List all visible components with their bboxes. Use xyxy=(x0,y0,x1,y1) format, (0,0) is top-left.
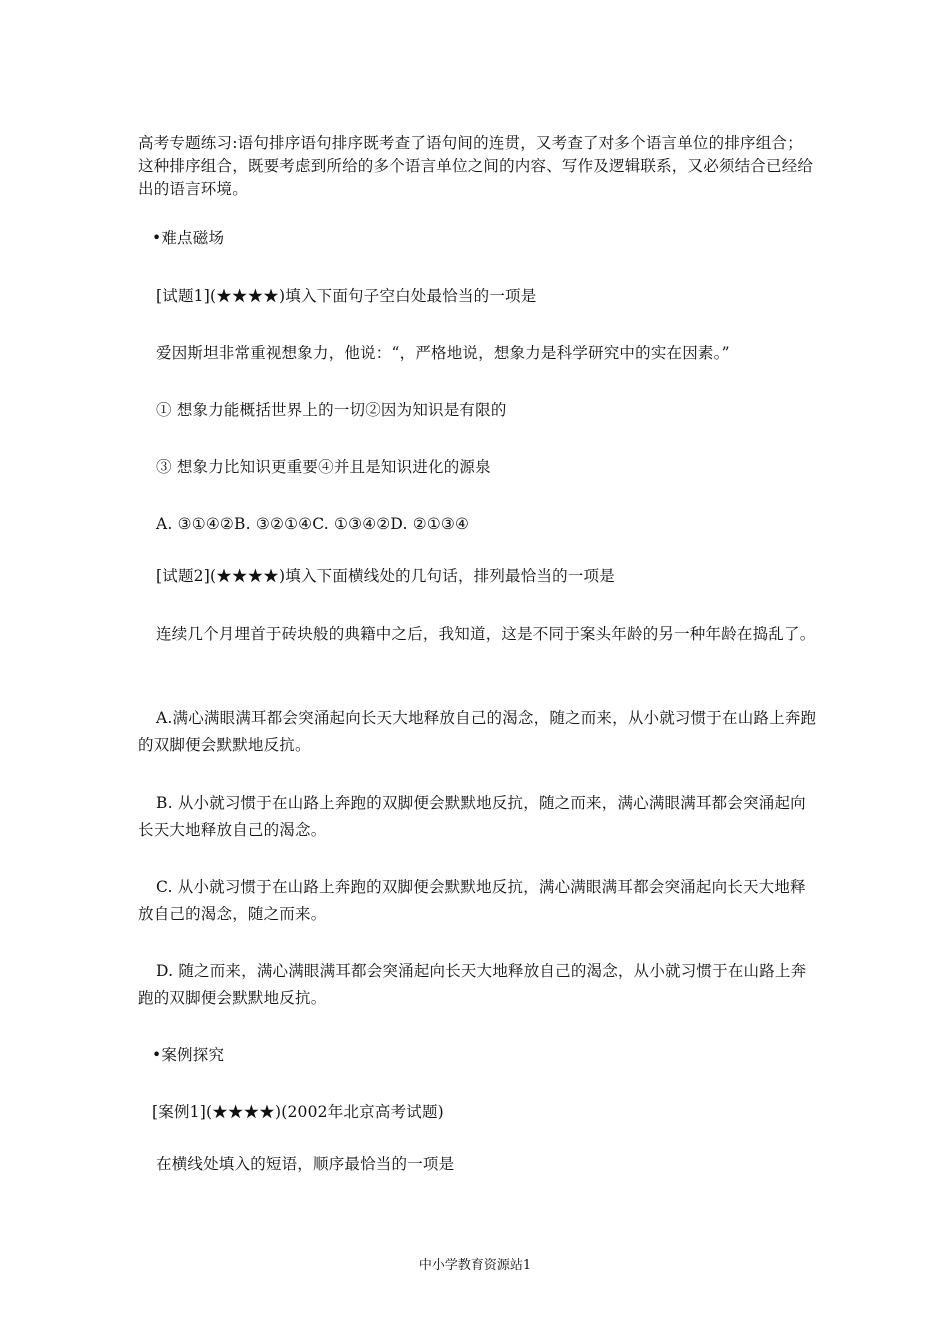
case-1-title: [案例1](★★★★)(2002年北京高考试题) xyxy=(152,1103,444,1121)
question-2-option-c: C. 从小就习惯于在山路上奔跑的双脚便会默默地反抗，满心满眼满耳都会突涌起向长天大地释放自己的渴念，随之而来。 xyxy=(138,878,806,923)
question-2-sentence: 连续几个月埋首于砖块般的典籍中之后，我知道，这是不同于案头年龄的另一种年龄在捣乱了。 xyxy=(156,625,816,643)
question-1-options: A. ③①④②B. ③②①④C. ①③④②D. ②①③④ xyxy=(156,515,470,533)
question-1-items-b: ③ 想象力比知识更重要④并且是知识进化的源泉 xyxy=(156,458,491,476)
question-2-option-d: D. 随之而来，满心满眼满耳都会突涌起向长天大地释放自己的渴念，从小就习惯于在山路上奔跑的双脚便会默默地反抗。 xyxy=(138,962,807,1007)
question-1-items-a: ① 想象力能概括世界上的一切②因为知识是有限的 xyxy=(156,401,507,419)
intro-paragraph: 高考专题练习:语句排序语句排序既考查了语句间的连贯，又考查了对多个语言单位的排序组合；这种排序组合，既要考虑到所给的多个语言单位之间的内容、写作及逻辑联系，又必须结合已经给出的语言环境。 xyxy=(138,134,814,198)
section-heading-difficulty: •难点磁场 xyxy=(152,229,225,247)
page-footer: 中小学教育资源站1 xyxy=(418,1258,532,1273)
question-1-sentence: 爱因斯坦非常重视想象力，他说：“，严格地说，想象力是科学研究中的实在因素。” xyxy=(156,344,730,362)
question-2-option-a: A.满心满眼满耳都会突涌起向长天大地释放自己的渴念，随之而来，从小就习惯于在山路上奔跑的双脚便会默默地反抗。 xyxy=(138,709,817,754)
question-1-title: [试题1](★★★★)填入下面句子空白处最恰当的一项是 xyxy=(156,287,537,305)
case-1-prompt: 在横线处填入的短语，顺序最恰当的一项是 xyxy=(156,1155,455,1173)
section-heading-case-study: •案例探究 xyxy=(152,1046,225,1064)
question-2-title: [试题2](★★★★)填入下面横线处的几句话，排列最恰当的一项是 xyxy=(156,567,615,585)
question-2-option-b: B. 从小就习惯于在山路上奔跑的双脚便会默默地反抗，随之而来，满心满眼满耳都会突涌起向长天大地释放自己的渴念。 xyxy=(138,794,806,839)
